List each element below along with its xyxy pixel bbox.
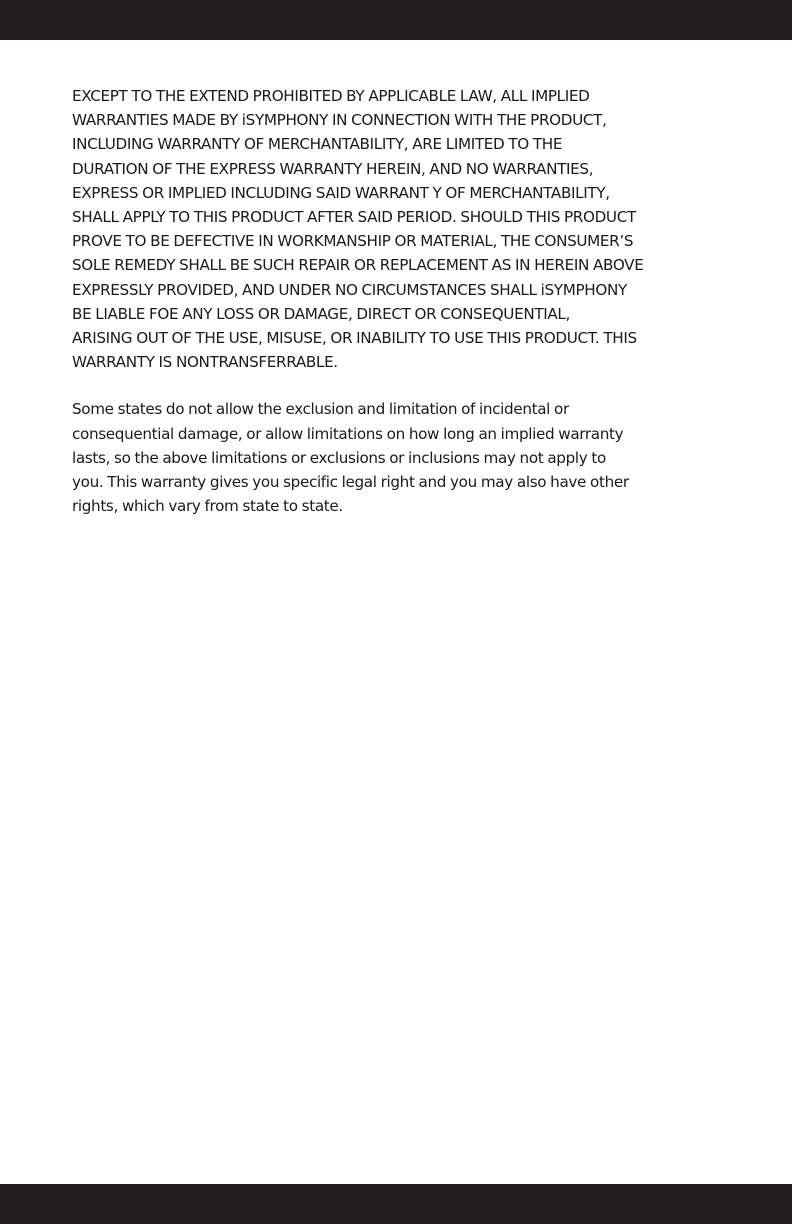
paragraph-line: BE LIABLE FOE ANY LOSS OR DAMAGE, DIRECT OR CONSEQUENTIAL,: [72, 304, 571, 323]
paragraph-line: rights, which vary from state to state.: [72, 497, 343, 516]
warranty-limitation-paragraph: [72, 84, 732, 374]
paragraph-line: lasts, so the above limitations or exclusions or inclusions may not apply to: [72, 448, 606, 467]
paragraph-line: PROVE TO BE DEFECTIVE IN WORKMANSHIP OR MATERIAL, THE CONSUMER’S: [72, 232, 634, 251]
top-band: [0, 0, 792, 40]
paragraph-line: SOLE REMEDY SHALL BE SUCH REPAIR OR REPLACEMENT AS IN HEREIN ABOVE: [72, 256, 644, 275]
bottom-band: [0, 1184, 792, 1224]
paragraph-line: DURATION OF THE EXPRESS WARRANTY HEREIN, AND NO WARRANTIES,: [72, 159, 594, 178]
paragraph-line: EXCEPT TO THE EXTEND PROHIBITED BY APPLICABLE LAW, ALL IMPLIED: [72, 87, 590, 105]
paragraph-line: you. This warranty gives you specific legal right and you may also have other: [72, 473, 629, 492]
state-rights-paragraph: [72, 397, 732, 518]
paragraph-line: WARRANTY IS NONTRANSFERRABLE.: [72, 353, 338, 372]
paragraph-line: WARRANTIES MADE BY iSYMPHONY IN CONNECTION WITH THE PRODUCT,: [72, 111, 607, 130]
paragraph-line: ARISING OUT OF THE USE, MISUSE, OR INABILITY TO USE THIS PRODUCT. THIS: [72, 329, 637, 348]
paragraph-line: INCLUDING WARRANTY OF MERCHANTABILITY, ARE LIMITED TO THE: [72, 135, 563, 154]
paragraph-line: EXPRESSLY PROVIDED, AND UNDER NO CIRCUMSTANCES SHALL iSYMPHONY: [72, 280, 627, 299]
paragraph-line: consequential damage, or allow limitations on how long an implied warranty: [72, 424, 624, 443]
page-content: [72, 84, 732, 518]
paragraph-line: Some states do not allow the exclusion and limitation of incidental or: [72, 400, 569, 419]
paragraph-line: SHALL APPLY TO THIS PRODUCT AFTER SAID PERIOD. SHOULD THIS PRODUCT: [72, 208, 636, 227]
paragraph-line: EXPRESS OR IMPLIED INCLUDING SAID WARRANT Y OF MERCHANTABILITY,: [72, 183, 610, 202]
